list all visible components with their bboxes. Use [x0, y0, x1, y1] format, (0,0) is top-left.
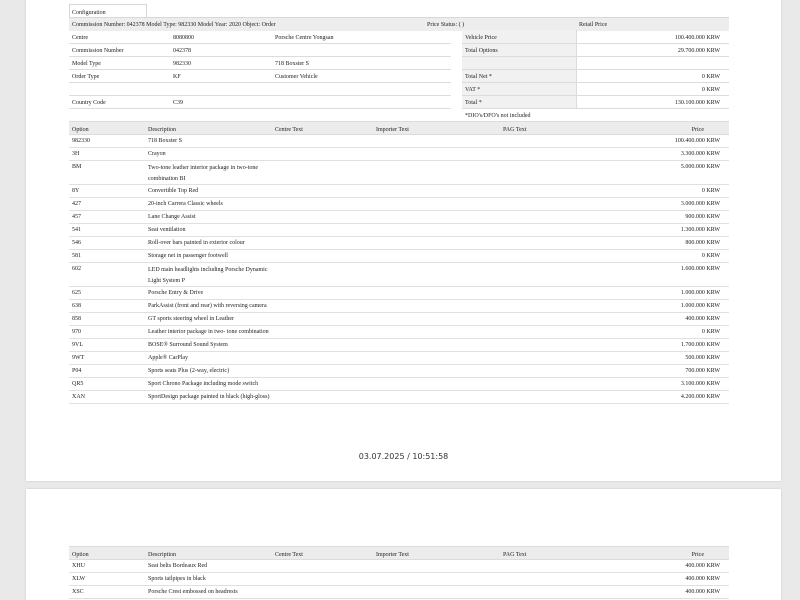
- print-timestamp: 03.07.2025 / 10:51:58: [358, 452, 449, 461]
- option-price: 0 KRW: [701, 329, 720, 335]
- option-code: 541: [72, 227, 81, 233]
- table-row: [69, 312, 729, 326]
- configuration-title: Configuration: [72, 10, 106, 16]
- option-description: 718 Boxster S: [148, 138, 183, 144]
- option-description: Crayon: [148, 151, 166, 157]
- option-price: 400.000 KRW: [685, 563, 720, 569]
- option-code: XHU: [72, 563, 85, 569]
- centre-name: Porsche Centre Yongsan: [275, 35, 334, 41]
- option-price: 1.300.000 KRW: [680, 227, 720, 233]
- table-row: [69, 559, 729, 573]
- option-price: 3.300.000 KRW: [680, 151, 720, 157]
- table-row: [69, 351, 729, 365]
- option-price: 1.000.000 KRW: [680, 290, 720, 296]
- option-code: 982330: [72, 138, 90, 144]
- option-description: Porsche Entry & Drive: [148, 290, 204, 296]
- table-row: [69, 325, 729, 339]
- option-price: 1.600.000 KRW: [680, 266, 720, 272]
- dio-dfo-note: *DIO's/DFO's not included: [465, 113, 531, 119]
- option-code: QR5: [72, 381, 84, 387]
- table-row: [69, 390, 729, 404]
- option-code: BM: [72, 164, 82, 170]
- option-code: 9VL: [72, 342, 83, 348]
- option-code: 3H: [72, 151, 80, 157]
- total-value: 130.100.000 KRW: [674, 100, 720, 106]
- table-row: [69, 299, 729, 313]
- order-type-label: Order Type: [72, 74, 100, 80]
- col-price-header: Price: [691, 127, 704, 133]
- model-type-value: 982330: [173, 61, 191, 67]
- table-row: [69, 338, 729, 352]
- order-type-desc: Customer Vehicle: [275, 74, 318, 80]
- option-description: LED main headlights including Porsche Dynamic Light System P: [148, 267, 268, 284]
- model-name: 718 Boxster S: [275, 61, 310, 67]
- option-price: 100.400.000 KRW: [674, 138, 720, 144]
- option-description: Seat ventilation: [148, 227, 186, 233]
- col-centre-text-header: Centre Text: [275, 552, 303, 558]
- option-price: 700.000 KRW: [685, 368, 720, 374]
- centre-code: 8080800: [173, 35, 194, 41]
- option-code: 581: [72, 253, 81, 259]
- commission-number-value: 042378: [173, 48, 191, 54]
- table-row: [69, 364, 729, 378]
- col-centre-text-header: Centre Text: [275, 127, 303, 133]
- country-code-label: Country Code: [72, 100, 106, 106]
- table-row: [69, 210, 729, 224]
- option-price: 0 KRW: [701, 188, 720, 194]
- col-option-header: Option: [72, 127, 89, 133]
- document-page-2: [26, 489, 781, 600]
- option-price: 500.000 KRW: [685, 355, 720, 361]
- table-row: [69, 236, 729, 250]
- option-price: 900.000 KRW: [685, 214, 720, 220]
- option-price: 5.000.000 KRW: [680, 164, 720, 170]
- option-description: Sports seats Plus (2-way, electric): [148, 368, 230, 374]
- vat-label: VAT *: [465, 87, 481, 93]
- option-code: 546: [72, 240, 81, 246]
- option-price: 3.000.000 KRW: [680, 201, 720, 207]
- option-description: Storage net in passenger footwell: [148, 253, 228, 259]
- retail-price-label: Retail Price: [579, 22, 608, 28]
- vat-value: 0 KRW: [701, 87, 720, 93]
- model-type-label: Model Type: [72, 61, 101, 67]
- option-code: 427: [72, 201, 81, 207]
- option-description: 20-inch Carrera Classic wheels: [148, 201, 223, 207]
- option-description: Apple® CarPlay: [148, 355, 189, 361]
- option-code: 457: [72, 214, 81, 220]
- table-row: [69, 184, 729, 198]
- country-code-value: C39: [173, 100, 184, 106]
- option-description: Two-tone leather interior package in two-tone combination BI: [148, 165, 259, 182]
- option-description: GT sports steering wheel in Leather: [148, 316, 235, 322]
- option-description: Porsche Crest embossed on headrests: [148, 589, 238, 595]
- option-code: XAN: [72, 394, 85, 400]
- vehicle-price-label: Vehicle Price: [465, 35, 497, 41]
- option-code: P04: [72, 368, 82, 374]
- col-price-header: Price: [691, 552, 704, 558]
- table-row: [69, 572, 729, 586]
- col-option-header: Option: [72, 552, 89, 558]
- option-description: ParkAssist (front and rear) with reversing camera: [148, 303, 267, 309]
- order-type-value: KF: [173, 74, 181, 80]
- option-price: 0 KRW: [701, 253, 720, 259]
- document-page-1: [26, 0, 781, 481]
- commission-number-label: Commission Number: [72, 48, 124, 54]
- col-importer-text-header: Importer Text: [376, 127, 409, 133]
- option-code: XLW: [72, 576, 86, 582]
- table-row: [69, 262, 729, 287]
- table-row: [69, 377, 729, 391]
- option-code: 602: [72, 266, 81, 272]
- price-status-label: Price Status: ( ): [427, 22, 465, 28]
- configuration-summary: Commission Number: 042378 Model Type: 982330 Model Year: 2020 Object: Order: [72, 22, 276, 28]
- option-description: Leather interior package in two- tone combination: [148, 329, 269, 335]
- col-pag-text-header: PAG Text: [503, 127, 527, 133]
- table-row: [69, 585, 729, 599]
- total-net-value: 0 KRW: [701, 74, 720, 80]
- option-description: SportDesign package painted in black (high-gloss): [148, 394, 270, 400]
- table-row: [69, 197, 729, 211]
- option-price: 3.100.000 KRW: [680, 381, 720, 387]
- col-importer-text-header: Importer Text: [376, 552, 409, 558]
- option-description: Seat belts Bordeaux Red: [148, 563, 208, 569]
- option-description: BOSE® Surround Sound System: [148, 342, 228, 348]
- total-options-value: 29.700.000 KRW: [677, 48, 720, 54]
- total-options-label: Total Options: [465, 48, 498, 54]
- option-code: XSC: [72, 589, 84, 595]
- table-row: [69, 160, 729, 185]
- col-description-header: Description: [148, 552, 176, 558]
- option-code: 970: [72, 329, 81, 335]
- col-pag-text-header: PAG Text: [503, 552, 527, 558]
- option-code: 8Y: [72, 188, 80, 194]
- option-description: Convertible Top Red: [148, 188, 199, 194]
- option-price: 1.700.000 KRW: [680, 342, 720, 348]
- table-row: [69, 249, 729, 263]
- option-description: Sport Chrono Package including mode switch: [148, 381, 259, 387]
- total-label: Total *: [465, 100, 482, 106]
- col-description-header: Description: [148, 127, 176, 133]
- option-code: 638: [72, 303, 81, 309]
- table-row: [69, 286, 729, 300]
- total-net-label: Total Net *: [465, 74, 492, 80]
- option-price: 400.000 KRW: [685, 576, 720, 582]
- option-price: 800.000 KRW: [685, 240, 720, 246]
- option-price: 400.000 KRW: [685, 589, 720, 595]
- option-description: Sports tailpipes in black: [148, 576, 206, 582]
- centre-label: Centre: [72, 35, 88, 41]
- option-code: 9WT: [72, 355, 85, 361]
- option-description: Lane Change Assist: [148, 214, 196, 220]
- table-row: [69, 223, 729, 237]
- table-row: [69, 134, 729, 148]
- option-code: 858: [72, 316, 81, 322]
- option-code: 625: [72, 290, 81, 296]
- option-price: 4.200.000 KRW: [680, 394, 720, 400]
- option-price: 1.000.000 KRW: [680, 303, 720, 309]
- option-description: Roll-over bars painted in exterior colour: [148, 240, 245, 246]
- vehicle-price-value: 100.400.000 KRW: [674, 35, 720, 41]
- table-row: [69, 147, 729, 161]
- option-price: 400.000 KRW: [685, 316, 720, 322]
